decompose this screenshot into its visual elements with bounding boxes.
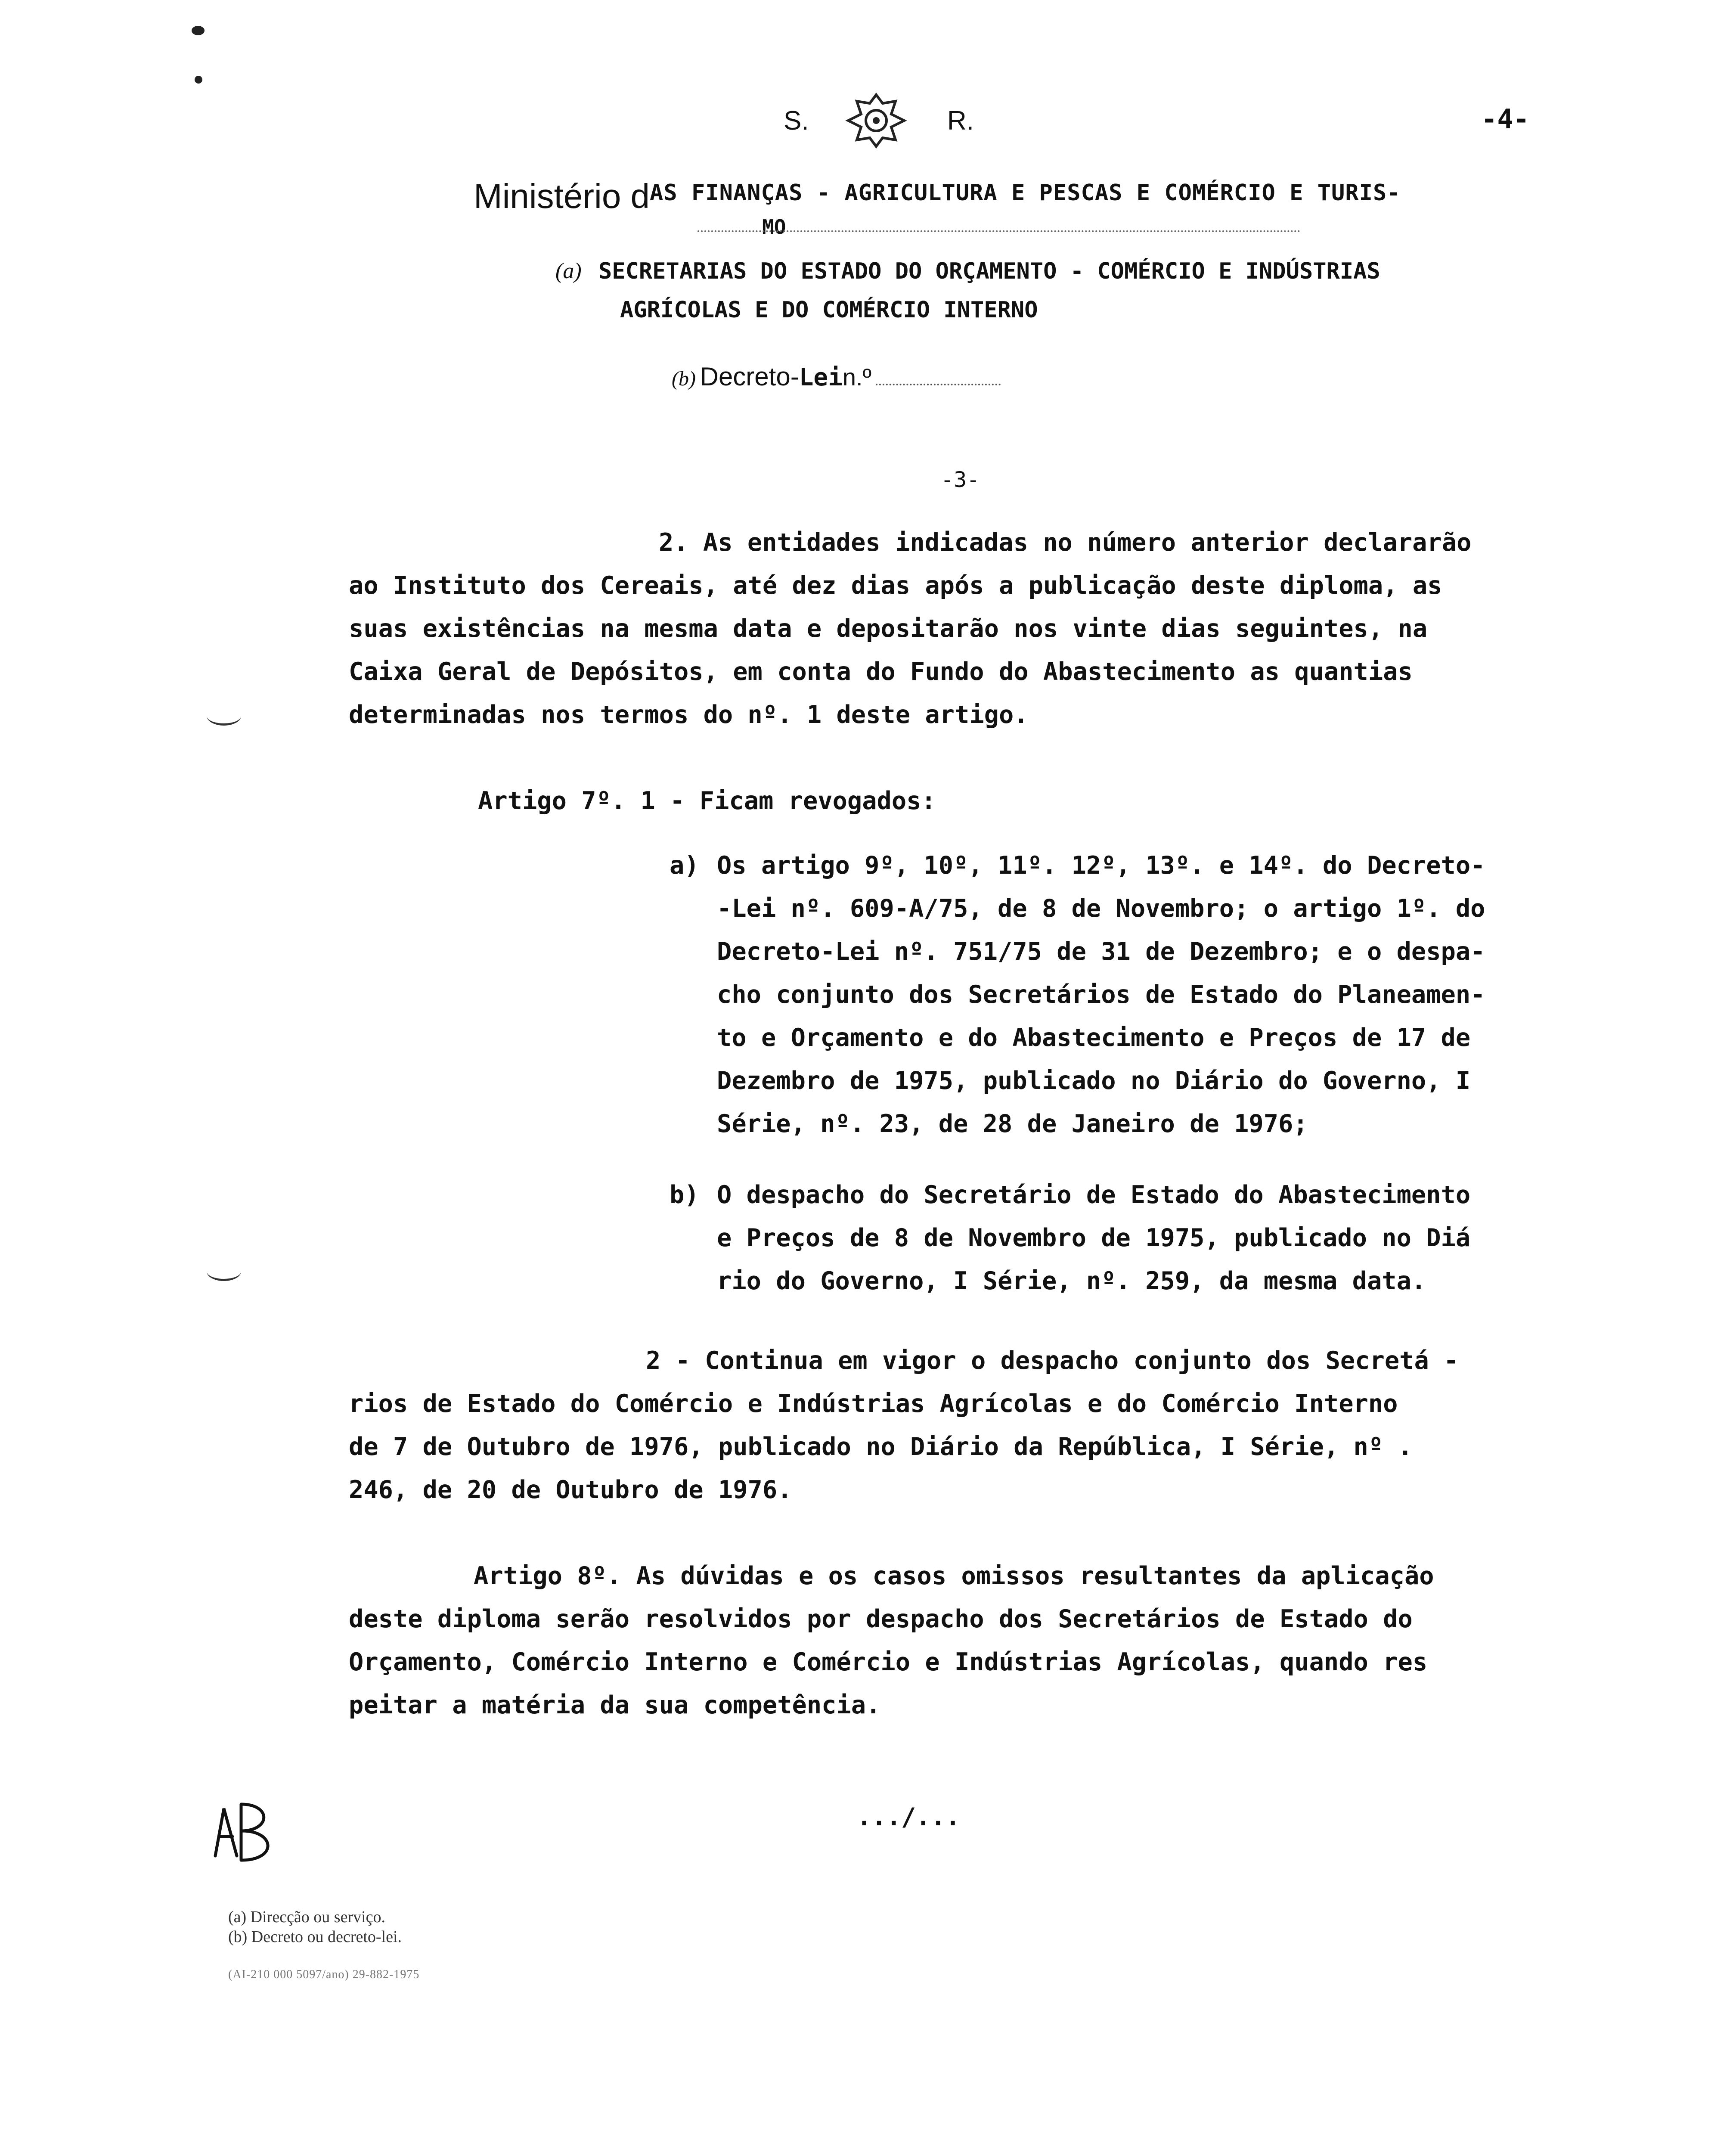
ministerio-line [474,177,1401,216]
article-7-para-2-line: rios de Estado do Comércio e Indústrias Agrícolas e do Comércio Interno [349,1390,1398,1418]
handwritten-initials [207,1791,293,1877]
page-marker: -4- [1481,103,1529,135]
item-a-line: Os artigo 9º, 10º, 11º. 12º, 13º. e 14º. do Decreto- [717,851,1485,880]
item-a-line: Dezembro de 1975, publicado no Diário do Governo, I [717,1067,1471,1095]
page-mark: -3- [941,467,980,492]
article-8-line: Orçamento, Comércio Interno e Comércio e Indústrias Agrícolas, quando res [349,1648,1428,1676]
paragraph-2-line: suas existências na mesma data e depositarão nos vinte dias seguintes, na [349,614,1428,643]
punch-mark [195,76,202,84]
header-s: S. [784,106,809,136]
secretarias-line-1: SECRETARIAS DO ESTADO DO ORÇAMENTO - COMÉRCIO E INDÚSTRIAS [598,258,1380,284]
paragraph-2-line: ao Instituto dos Cereais, até dez dias após a publicação deste diploma, as [349,571,1442,600]
ministerio-prefix: Ministério d [474,177,650,215]
decreto-label: Decreto- [700,362,799,391]
paragraph-2-line: determinadas nos termos do nº. 1 deste artigo. [349,701,1029,729]
fold-mark [207,1262,241,1281]
punch-mark [192,26,205,35]
item-b-line: e Preços de 8 de Novembro de 1975, publicado no Diá [717,1224,1471,1252]
article-7-para-2-line: 246, de 20 de Outubro de 1976. [349,1476,792,1504]
decreto-typed: Lei [799,363,843,391]
item-b-line: O despacho do Secretário de Estado do Abastecimento [717,1181,1471,1209]
field-a-marker: (a) [555,259,582,283]
ministerio-suffix: MO [762,215,786,239]
article-8-line: peitar a matéria da sua competência. [349,1691,881,1719]
ministerio-dotted-rule [698,230,1300,232]
coat-of-arms-seal [844,90,908,151]
decreto-line [672,362,1001,391]
item-b-label: b) [670,1181,699,1209]
article-7-para-2-line: 2 - Continua em vigor o despacho conjunto dos Secretá - [646,1346,1459,1375]
article-7-heading: Artigo 7º. 1 - Ficam revogados: [478,787,936,815]
item-b-line: rio do Governo, I Série, nº. 259, da mesma data. [717,1267,1426,1295]
decreto-suffix: n.º [842,363,871,391]
item-a-line: -Lei nº. 609-A/75, de 8 de Novembro; o artigo 1º. do [717,894,1485,923]
decreto-dotted-rule [876,384,1001,385]
secretarias-line-2: AGRÍCOLAS E DO COMÉRCIO INTERNO [620,297,1038,323]
item-a-line: Série, nº. 23, de 28 de Janeiro de 1976; [717,1110,1308,1138]
footnote-a: (a) Direcção ou serviço. [228,1908,386,1926]
paragraph-2-line: 2. As entidades indicadas no número anterior declararão [659,528,1472,557]
footnote-b: (b) Decreto ou decreto-lei. [228,1928,402,1946]
ministerio-typed: AS FINANÇAS - AGRICULTURA E PESCAS E COMÉRCIO E TURIS- [650,180,1401,206]
paragraph-2-line: Caixa Geral de Depósitos, em conta do Fundo do Abastecimento as quantias [349,658,1413,686]
article-8-line: deste diploma serão resolvidos por despacho dos Secretários de Estado do [349,1605,1413,1633]
item-a-label: a) [670,851,699,880]
fold-mark [207,706,241,726]
article-8-line: Artigo 8º. As dúvidas e os casos omissos resultantes da aplicação [474,1562,1434,1590]
item-a-line: cho conjunto dos Secretários de Estado do Planeamen- [717,980,1485,1009]
field-b-marker: (b) [672,367,696,390]
article-7-para-2-line: de 7 de Outubro de 1976, publicado no Diário da República, I Série, nº . [349,1433,1413,1461]
header-r: R. [947,106,974,136]
continuation-mark: .../... [857,1803,961,1831]
item-a-line: Decreto-Lei nº. 751/75 de 31 de Dezembro; e o despa- [717,937,1485,966]
print-code: (AI-210 000 5097/ano) 29-882-1975 [228,1968,420,1981]
item-a-line: to e Orçamento e do Abastecimento e Preços de 17 de [717,1024,1471,1052]
